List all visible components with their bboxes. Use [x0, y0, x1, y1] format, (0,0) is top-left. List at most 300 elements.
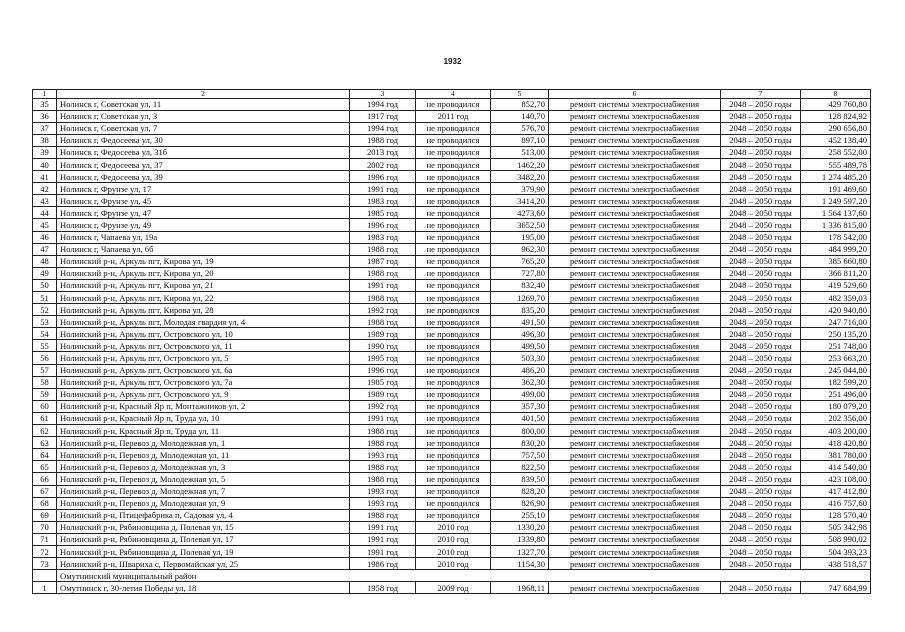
- address-cell: Нолинский р-н, Аркуль пгт, Островского ул, 9: [57, 388, 350, 400]
- table-row: [33, 243, 871, 255]
- address-cell: Нолинский р-н, Аркуль пгт, Островского ул, 5: [57, 352, 350, 364]
- period-cell: 2048 – 2050 годы: [721, 316, 801, 328]
- header-row: [33, 90, 871, 99]
- period-cell: 2048 – 2050 годы: [721, 292, 801, 304]
- period-cell: 2048 – 2050 годы: [721, 255, 801, 267]
- area-cell: 839,50: [491, 473, 549, 485]
- last-repair-cell: 2011 год: [416, 110, 491, 122]
- build-year-cell: 1983 год: [350, 231, 416, 243]
- address-cell: Нолинский р-н, Красный Яр п, Труда ул, 10: [57, 412, 350, 424]
- area-cell: 1339,80: [491, 533, 549, 545]
- row-number-cell: 35: [33, 98, 57, 110]
- address-cell: Нолинский р-н, Красный Яр п, Труда ул, 11: [57, 425, 350, 437]
- row-number-cell: 61: [33, 412, 57, 424]
- area-cell: 3414,20: [491, 195, 549, 207]
- address-cell: Нолинский р-н, Аркуль пгт, Молодая гвардия ул, 4: [57, 316, 350, 328]
- area-cell: 822,50: [491, 461, 549, 473]
- build-year-cell: 2013 год: [350, 146, 416, 158]
- build-year-cell: 1992 год: [350, 400, 416, 412]
- last-repair-cell: 2010 год: [416, 521, 491, 533]
- cost-cell: 452 138,40: [801, 134, 871, 146]
- last-repair-cell: не проводился: [416, 437, 491, 449]
- header-cell: 1: [33, 90, 57, 99]
- table-row: [33, 158, 871, 170]
- row-number-cell: 73: [33, 558, 57, 570]
- table-row: [33, 122, 871, 134]
- last-repair-cell: не проводился: [416, 231, 491, 243]
- last-repair-cell: не проводился: [416, 449, 491, 461]
- address-cell: Нолинск г, Чапаева ул, 6б: [57, 243, 350, 255]
- area-cell: 757,50: [491, 449, 549, 461]
- cost-cell: 250 135,20: [801, 328, 871, 340]
- table-row: [33, 195, 871, 207]
- period-cell: 2048 – 2050 годы: [721, 376, 801, 388]
- row-number-cell: 52: [33, 304, 57, 316]
- area-cell: 835,20: [491, 304, 549, 316]
- period-cell: 2048 – 2050 годы: [721, 461, 801, 473]
- last-repair-cell: не проводился: [416, 340, 491, 352]
- period-cell: 2048 – 2050 годы: [721, 533, 801, 545]
- table-row: [33, 146, 871, 158]
- work-type-cell: ремонт системы электроснабжения: [549, 292, 721, 304]
- last-repair-cell: 2010 год: [416, 533, 491, 545]
- row-number-cell: 41: [33, 171, 57, 183]
- period-cell: 2048 – 2050 годы: [721, 352, 801, 364]
- address-cell: Нолинский р-н, Рябиновщина д, Полевая ул, 19: [57, 545, 350, 557]
- period-cell: 2048 – 2050 годы: [721, 146, 801, 158]
- cost-cell: 403 200,00: [801, 425, 871, 437]
- cost-cell: 414 540,00: [801, 461, 871, 473]
- period-cell: 2048 – 2050 годы: [721, 219, 801, 231]
- last-repair-cell: не проводился: [416, 171, 491, 183]
- work-type-cell: ремонт системы электроснабжения: [549, 134, 721, 146]
- work-type-cell: ремонт системы электроснабжения: [549, 110, 721, 122]
- work-type-cell: ремонт системы электроснабжения: [549, 98, 721, 110]
- row-number-cell: 37: [33, 122, 57, 134]
- cost-cell: 419 529,60: [801, 279, 871, 291]
- build-year-cell: 1988 год: [350, 134, 416, 146]
- period-cell: 2048 – 2050 годы: [721, 545, 801, 557]
- area-cell: 1330,20: [491, 521, 549, 533]
- section-blank-cell: [33, 570, 57, 582]
- work-type-cell: ремонт системы электроснабжения: [549, 146, 721, 158]
- last-repair-cell: не проводился: [416, 195, 491, 207]
- work-type-cell: ремонт системы электроснабжения: [549, 425, 721, 437]
- build-year-cell: 1994 год: [350, 98, 416, 110]
- area-cell: 576,70: [491, 122, 549, 134]
- period-cell: 2048 – 2050 годы: [721, 388, 801, 400]
- area-cell: 765,20: [491, 255, 549, 267]
- work-type-cell: ремонт системы электроснабжения: [549, 279, 721, 291]
- work-type-cell: ремонт системы электроснабжения: [549, 231, 721, 243]
- last-repair-cell: не проводился: [416, 316, 491, 328]
- table-row: [33, 449, 871, 461]
- row-number-cell: 38: [33, 134, 57, 146]
- work-type-cell: ремонт системы электроснабжения: [549, 461, 721, 473]
- build-year-cell: 1992 год: [350, 304, 416, 316]
- address-cell: Нолинский р-н, Перевоз д, Молодежная ул, 3: [57, 461, 350, 473]
- address-cell: Нолинский р-н, Аркуль пгт, Кирова ул, 20: [57, 267, 350, 279]
- cost-cell: 420 940,80: [801, 304, 871, 316]
- section-title: Омутнинский муниципальный район: [57, 570, 871, 582]
- work-type-cell: ремонт системы электроснабжения: [549, 545, 721, 557]
- build-year-cell: 1989 год: [350, 328, 416, 340]
- address-cell: Нолинский р-н, Красный Яр п, Монтажников ул, 2: [57, 400, 350, 412]
- row-number-cell: 1: [33, 582, 57, 594]
- work-type-cell: ремонт системы электроснабжения: [549, 171, 721, 183]
- build-year-cell: 1991 год: [350, 279, 416, 291]
- address-cell: Нолинск г, Федосеева ул, 37: [57, 158, 350, 170]
- row-number-cell: 71: [33, 533, 57, 545]
- address-cell: Нолинский р-н, Аркуль пгт, Кирова ул, 21: [57, 279, 350, 291]
- build-year-cell: 1958 год: [350, 582, 416, 594]
- row-number-cell: 58: [33, 376, 57, 388]
- table-row: [33, 98, 871, 110]
- header-cell: 6: [549, 90, 721, 99]
- row-number-cell: 39: [33, 146, 57, 158]
- build-year-cell: 1993 год: [350, 449, 416, 461]
- cost-cell: 178 542,00: [801, 231, 871, 243]
- last-repair-cell: не проводился: [416, 497, 491, 509]
- address-cell: Нолинский р-н, Аркуль пгт, Островского ул, 7а: [57, 376, 350, 388]
- period-cell: 2048 – 2050 годы: [721, 558, 801, 570]
- cost-cell: 1 336 815,00: [801, 219, 871, 231]
- last-repair-cell: не проводился: [416, 158, 491, 170]
- table-row: [33, 231, 871, 243]
- work-type-cell: ремонт системы электроснабжения: [549, 207, 721, 219]
- row-number-cell: 53: [33, 316, 57, 328]
- address-cell: Нолинск г, Фрунзе ул, 17: [57, 183, 350, 195]
- cost-cell: 747 684,99: [801, 582, 871, 594]
- cost-cell: 505 342,98: [801, 521, 871, 533]
- address-cell: Нолинский р-н, Аркуль пгт, Островского ул, 10: [57, 328, 350, 340]
- table-row: [33, 388, 871, 400]
- build-year-cell: 1988 год: [350, 437, 416, 449]
- address-cell: Нолинск г, Фрунзе ул, 45: [57, 195, 350, 207]
- period-cell: 2048 – 2050 годы: [721, 98, 801, 110]
- cost-cell: 253 663,20: [801, 352, 871, 364]
- cost-cell: 247 716,00: [801, 316, 871, 328]
- period-cell: 2048 – 2050 годы: [721, 158, 801, 170]
- row-number-cell: 64: [33, 449, 57, 461]
- build-year-cell: 1991 год: [350, 521, 416, 533]
- period-cell: 2048 – 2050 годы: [721, 110, 801, 122]
- table-row: [33, 352, 871, 364]
- table-row: [33, 255, 871, 267]
- build-year-cell: 1988 год: [350, 473, 416, 485]
- table-row: [33, 279, 871, 291]
- area-cell: 362,30: [491, 376, 549, 388]
- period-cell: 2048 – 2050 годы: [721, 485, 801, 497]
- period-cell: 2048 – 2050 годы: [721, 449, 801, 461]
- table-row: [33, 183, 871, 195]
- work-type-cell: ремонт системы электроснабжения: [549, 364, 721, 376]
- row-number-cell: 72: [33, 545, 57, 557]
- cost-cell: 191 469,60: [801, 183, 871, 195]
- area-cell: 486,20: [491, 364, 549, 376]
- table-row: [33, 267, 871, 279]
- cost-cell: 555 489,78: [801, 158, 871, 170]
- row-number-cell: 54: [33, 328, 57, 340]
- area-cell: 962,30: [491, 243, 549, 255]
- row-number-cell: 36: [33, 110, 57, 122]
- work-type-cell: ремонт системы электроснабжения: [549, 582, 721, 594]
- table-row: [33, 134, 871, 146]
- area-cell: 1269,70: [491, 292, 549, 304]
- row-number-cell: 68: [33, 497, 57, 509]
- build-year-cell: 1985 год: [350, 207, 416, 219]
- build-year-cell: 1988 год: [350, 292, 416, 304]
- cost-cell: 128 570,40: [801, 509, 871, 521]
- last-repair-cell: не проводился: [416, 146, 491, 158]
- period-cell: 2048 – 2050 годы: [721, 207, 801, 219]
- build-year-cell: 2002 год: [350, 158, 416, 170]
- cost-cell: 385 660,80: [801, 255, 871, 267]
- last-repair-cell: не проводился: [416, 279, 491, 291]
- cost-cell: 417 412,80: [801, 485, 871, 497]
- work-type-cell: ремонт системы электроснабжения: [549, 255, 721, 267]
- last-repair-cell: не проводился: [416, 98, 491, 110]
- period-cell: 2048 – 2050 годы: [721, 122, 801, 134]
- table-row: [33, 485, 871, 497]
- address-cell: Нолинский р-н, Аркуль пгт, Кирова ул, 19: [57, 255, 350, 267]
- table-row: [33, 545, 871, 557]
- work-type-cell: ремонт системы электроснабжения: [549, 473, 721, 485]
- last-repair-cell: 2010 год: [416, 545, 491, 557]
- address-cell: Нолинский р-н, Шварихa с, Первомайская ул, 25: [57, 558, 350, 570]
- last-repair-cell: не проводился: [416, 292, 491, 304]
- table-row: [33, 497, 871, 509]
- build-year-cell: 1988 год: [350, 267, 416, 279]
- area-cell: 1327,70: [491, 545, 549, 557]
- table-row: [33, 292, 871, 304]
- area-cell: 513,00: [491, 146, 549, 158]
- last-repair-cell: не проводился: [416, 461, 491, 473]
- table-row: [33, 461, 871, 473]
- row-number-cell: 40: [33, 158, 57, 170]
- build-year-cell: 1988 год: [350, 461, 416, 473]
- area-cell: 826,90: [491, 497, 549, 509]
- area-cell: 832,40: [491, 279, 549, 291]
- last-repair-cell: не проводился: [416, 219, 491, 231]
- area-cell: 800,00: [491, 425, 549, 437]
- row-number-cell: 66: [33, 473, 57, 485]
- table-row: [33, 521, 871, 533]
- row-number-cell: 47: [33, 243, 57, 255]
- row-number-cell: 63: [33, 437, 57, 449]
- cost-cell: 290 656,80: [801, 122, 871, 134]
- table-row: [33, 207, 871, 219]
- period-cell: 2048 – 2050 годы: [721, 267, 801, 279]
- row-number-cell: 48: [33, 255, 57, 267]
- header-cell: 5: [491, 90, 549, 99]
- table-row: [33, 509, 871, 521]
- table-row: [33, 171, 871, 183]
- area-cell: 401,50: [491, 412, 549, 424]
- address-cell: Нолинск г, Федосеева ул, 39: [57, 171, 350, 183]
- build-year-cell: 1996 год: [350, 364, 416, 376]
- build-year-cell: 1991 год: [350, 545, 416, 557]
- build-year-cell: 1983 год: [350, 195, 416, 207]
- work-type-cell: ремонт системы электроснабжения: [549, 437, 721, 449]
- last-repair-cell: не проводился: [416, 425, 491, 437]
- cost-cell: 482 359,03: [801, 292, 871, 304]
- period-cell: 2048 – 2050 годы: [721, 497, 801, 509]
- table-row: [33, 558, 871, 570]
- cost-cell: 180 079,20: [801, 400, 871, 412]
- area-cell: 830,20: [491, 437, 549, 449]
- table-row: [33, 582, 871, 594]
- address-cell: Нолинский р-н, Аркуль пгт, Островского ул, 6а: [57, 364, 350, 376]
- area-cell: 499,50: [491, 340, 549, 352]
- build-year-cell: 1986 год: [350, 558, 416, 570]
- header-cell: 3: [350, 90, 416, 99]
- address-cell: Нолинск г, Чапаева ул, 19а: [57, 231, 350, 243]
- work-type-cell: ремонт системы электроснабжения: [549, 400, 721, 412]
- period-cell: 2048 – 2050 годы: [721, 134, 801, 146]
- work-type-cell: ремонт системы электроснабжения: [549, 316, 721, 328]
- row-number-cell: 69: [33, 509, 57, 521]
- cost-cell: 381 780,00: [801, 449, 871, 461]
- cost-cell: 429 760,80: [801, 98, 871, 110]
- row-number-cell: 43: [33, 195, 57, 207]
- last-repair-cell: не проводился: [416, 376, 491, 388]
- work-type-cell: ремонт системы электроснабжения: [549, 521, 721, 533]
- table-row: [33, 364, 871, 376]
- section-row: [33, 570, 871, 582]
- last-repair-cell: 2009 год: [416, 582, 491, 594]
- work-type-cell: ремонт системы электроснабжения: [549, 485, 721, 497]
- work-type-cell: ремонт системы электроснабжения: [549, 158, 721, 170]
- row-number-cell: 60: [33, 400, 57, 412]
- work-type-cell: ремонт системы электроснабжения: [549, 243, 721, 255]
- repair-schedule-table: [32, 89, 871, 594]
- area-cell: 1462,20: [491, 158, 549, 170]
- build-year-cell: 1991 год: [350, 533, 416, 545]
- table-row: [33, 304, 871, 316]
- address-cell: Нолинский р-н, Перевоз д, Молодежная ул, 11: [57, 449, 350, 461]
- build-year-cell: 1996 год: [350, 171, 416, 183]
- header-cell: 7: [721, 90, 801, 99]
- address-cell: Нолинск г, Фрунзе ул, 49: [57, 219, 350, 231]
- work-type-cell: ремонт системы электроснабжения: [549, 558, 721, 570]
- cost-cell: 1 274 485,20: [801, 171, 871, 183]
- area-cell: 1154,30: [491, 558, 549, 570]
- address-cell: Нолинский р-н, Аркуль пгт, Кирова ул, 22: [57, 292, 350, 304]
- cost-cell: 418 420,80: [801, 437, 871, 449]
- row-number-cell: 70: [33, 521, 57, 533]
- page-number: 1932: [443, 57, 462, 66]
- address-cell: Нолинский р-н, Перевоз д, Молодежная ул, 1: [57, 437, 350, 449]
- last-repair-cell: не проводился: [416, 400, 491, 412]
- table-row: [33, 412, 871, 424]
- area-cell: 379,90: [491, 183, 549, 195]
- address-cell: Нолинский р-н, Аркуль пгт, Кирова ул, 28: [57, 304, 350, 316]
- address-cell: Нолинский р-н, Перевоз д, Молодежная ул, 5: [57, 473, 350, 485]
- address-cell: Нолинск г, Советская ул, 3: [57, 110, 350, 122]
- period-cell: 2048 – 2050 годы: [721, 279, 801, 291]
- build-year-cell: 1988 год: [350, 316, 416, 328]
- cost-cell: 508 990,02: [801, 533, 871, 545]
- work-type-cell: ремонт системы электроснабжения: [549, 533, 721, 545]
- address-cell: Нолинский р-н, Аркуль пгт, Островского ул, 11: [57, 340, 350, 352]
- table-row: [33, 400, 871, 412]
- last-repair-cell: не проводился: [416, 267, 491, 279]
- build-year-cell: 1991 год: [350, 183, 416, 195]
- work-type-cell: ремонт системы электроснабжения: [549, 267, 721, 279]
- work-type-cell: ремонт системы электроснабжения: [549, 449, 721, 461]
- table-row: [33, 110, 871, 122]
- cost-cell: 1 249 597,20: [801, 195, 871, 207]
- last-repair-cell: не проводился: [416, 352, 491, 364]
- row-number-cell: 46: [33, 231, 57, 243]
- last-repair-cell: не проводился: [416, 509, 491, 521]
- address-cell: Нолинский р-н, Перевоз д, Молодежная ул, 7: [57, 485, 350, 497]
- period-cell: 2048 – 2050 годы: [721, 400, 801, 412]
- address-cell: Нолинск г, Советская ул, 7: [57, 122, 350, 134]
- row-number-cell: 57: [33, 364, 57, 376]
- build-year-cell: 1995 год: [350, 352, 416, 364]
- build-year-cell: 1989 год: [350, 388, 416, 400]
- cost-cell: 438 518,57: [801, 558, 871, 570]
- area-cell: 195,00: [491, 231, 549, 243]
- last-repair-cell: не проводился: [416, 485, 491, 497]
- row-number-cell: 51: [33, 292, 57, 304]
- table-row: [33, 340, 871, 352]
- work-type-cell: ремонт системы электроснабжения: [549, 412, 721, 424]
- area-cell: 499,00: [491, 388, 549, 400]
- last-repair-cell: не проводился: [416, 183, 491, 195]
- table-row: [33, 533, 871, 545]
- table-row: [33, 376, 871, 388]
- period-cell: 2048 – 2050 годы: [721, 473, 801, 485]
- area-cell: 496,30: [491, 328, 549, 340]
- build-year-cell: 1990 год: [350, 340, 416, 352]
- cost-cell: 416 757,60: [801, 497, 871, 509]
- table-row: [33, 328, 871, 340]
- row-number-cell: 62: [33, 425, 57, 437]
- last-repair-cell: не проводился: [416, 412, 491, 424]
- area-cell: 897,10: [491, 134, 549, 146]
- build-year-cell: 1985 год: [350, 376, 416, 388]
- period-cell: 2048 – 2050 годы: [721, 582, 801, 594]
- build-year-cell: 1996 год: [350, 219, 416, 231]
- area-cell: 4273,60: [491, 207, 549, 219]
- last-repair-cell: не проводился: [416, 134, 491, 146]
- header-cell: 4: [416, 90, 491, 99]
- area-cell: 3652,50: [491, 219, 549, 231]
- address-cell: Нолинский р-н, Птицефабрика п, Садовая ул, 4: [57, 509, 350, 521]
- last-repair-cell: не проводился: [416, 328, 491, 340]
- build-year-cell: 1993 год: [350, 497, 416, 509]
- period-cell: 2048 – 2050 годы: [721, 231, 801, 243]
- area-cell: 255,10: [491, 509, 549, 521]
- header-cell: 8: [801, 90, 871, 99]
- cost-cell: 128 824,92: [801, 110, 871, 122]
- period-cell: 2048 – 2050 годы: [721, 425, 801, 437]
- area-cell: 503,30: [491, 352, 549, 364]
- cost-cell: 258 552,00: [801, 146, 871, 158]
- address-cell: Омутнинск г, 30-летия Победы ул, 18: [57, 582, 350, 594]
- work-type-cell: ремонт системы электроснабжения: [549, 183, 721, 195]
- address-cell: Нолинский р-н, Рябиновщина д, Полевая ул, 17: [57, 533, 350, 545]
- last-repair-cell: не проводился: [416, 255, 491, 267]
- build-year-cell: 1987 год: [350, 255, 416, 267]
- area-cell: 852,70: [491, 98, 549, 110]
- last-repair-cell: не проводился: [416, 388, 491, 400]
- cost-cell: 423 108,00: [801, 473, 871, 485]
- cost-cell: 484 999,20: [801, 243, 871, 255]
